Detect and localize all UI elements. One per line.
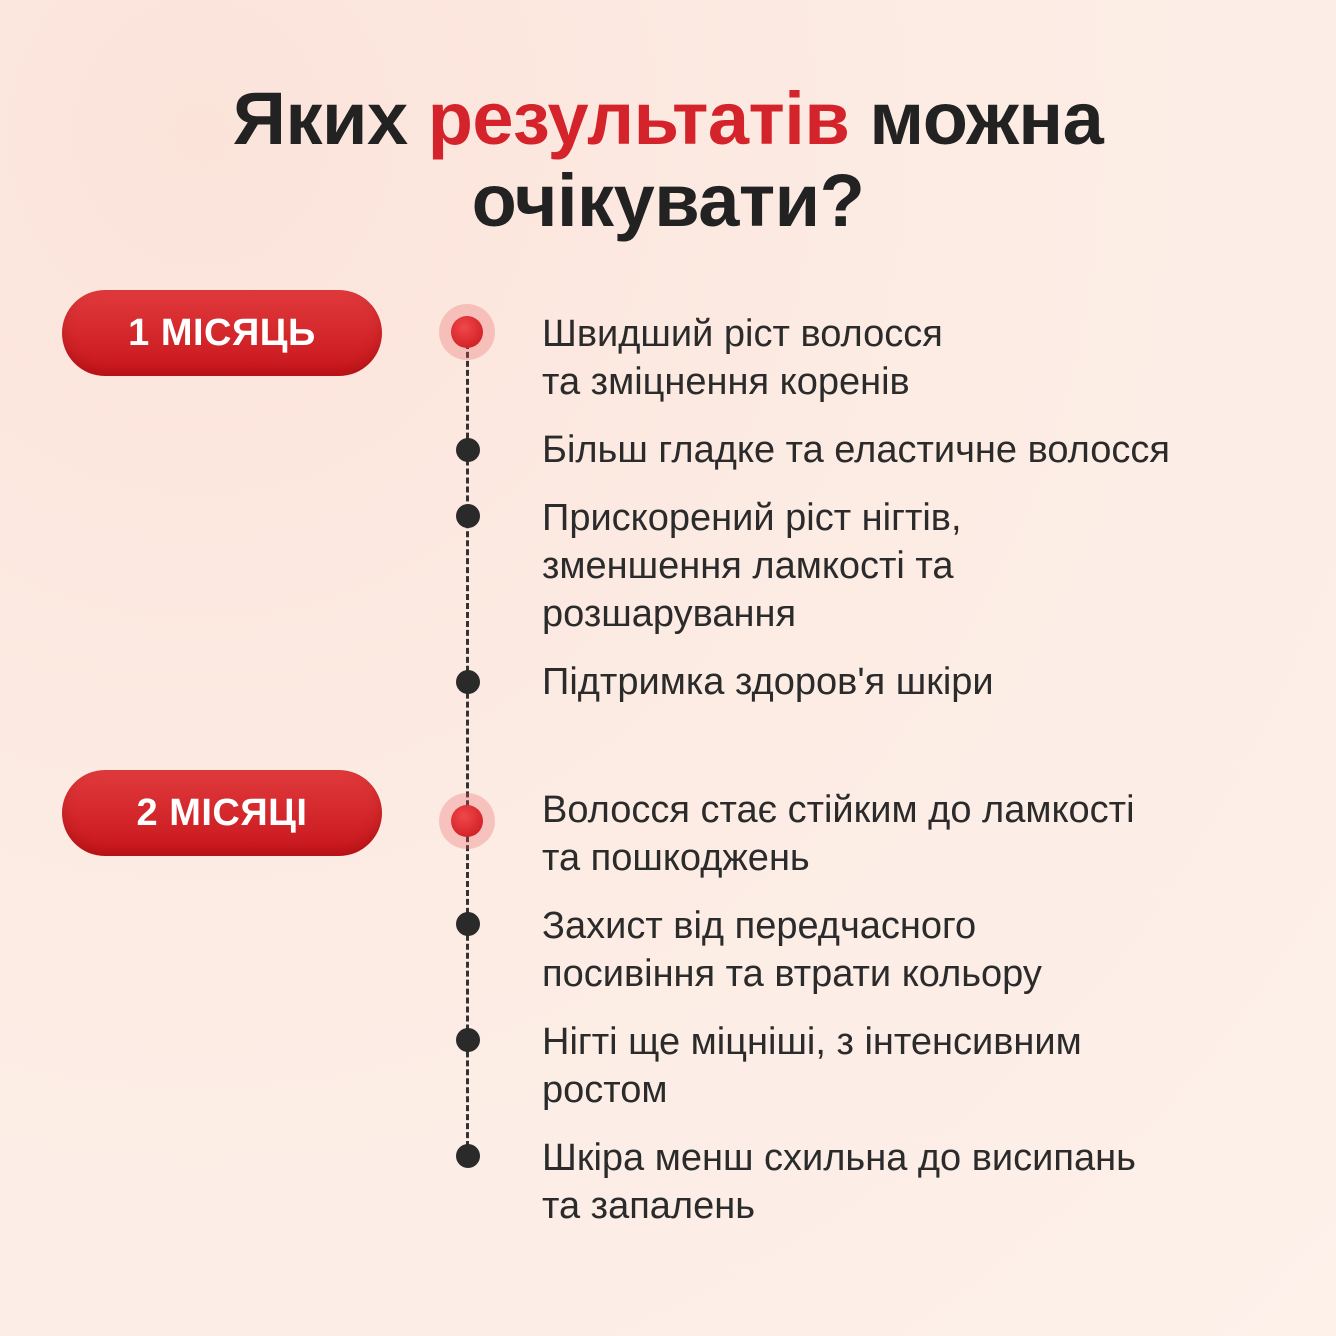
period-badge-label: 1 МІСЯЦЬ [128,311,316,354]
list-item: Нігті ще міцніші, з інтенсивним ростом [542,1021,1082,1111]
period-badge-1-month [62,290,382,376]
title-part-2: можна [869,77,1104,160]
title-part-1: Яких [232,77,408,160]
timeline-dot [456,504,480,528]
title-line-2: очікувати? [471,159,865,242]
timeline-dot [456,670,480,694]
list-item: Волосся стає стійким до ламкості та пошкоджень [542,789,1135,879]
period-badge-label: 2 МІСЯЦІ [136,791,308,834]
timeline-marker-red [439,793,495,849]
page-title [0,78,1336,242]
period-badge-2-months [62,770,382,856]
list-item: Швидший ріст волосся та зміцнення коренів [542,313,943,403]
list-item: Більш гладке та еластичне волосся [542,429,1170,471]
list-item: Підтримка здоров'я шкіри [542,661,994,703]
list-item: Шкіра менш схильна до висипань та запалень [542,1137,1136,1227]
list-item: Захист від передчасного посивіння та втрати кольору [542,905,1042,995]
timeline-dot [456,1028,480,1052]
timeline-dot [456,912,480,936]
list-item: Прискорений ріст нігтів, зменшення ламкості та розшарування [542,497,962,635]
timeline-marker-red [439,304,495,360]
title-accent: результатів [427,77,850,160]
timeline-dot [456,438,480,462]
timeline-dot [456,1144,480,1168]
